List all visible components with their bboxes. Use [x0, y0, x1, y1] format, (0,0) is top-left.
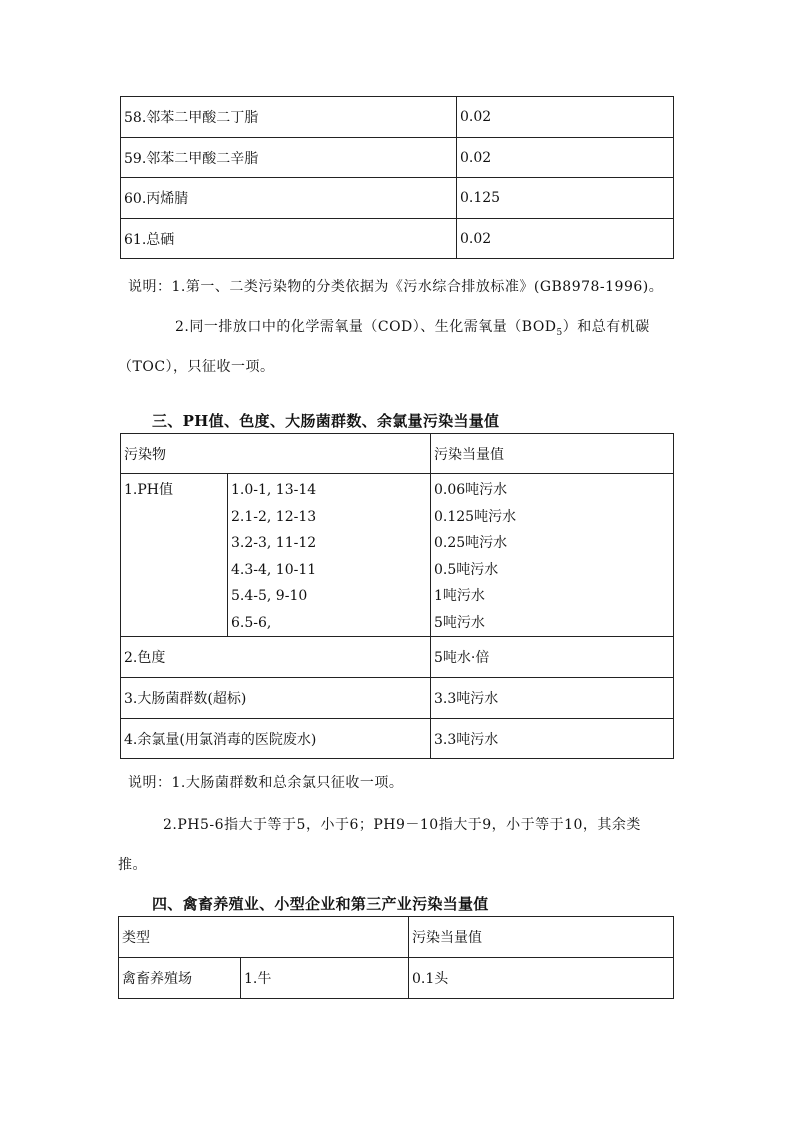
header-value: 污染当量值	[409, 917, 674, 958]
table-row	[121, 637, 674, 678]
table-row	[121, 97, 674, 138]
note2-line1: 说明：1.大肠菌群数和总余氯只征收一项。	[128, 775, 404, 791]
pollutant-value: 3.3吨污水	[431, 678, 674, 719]
pollutant-name: 3.大肠菌群数(超标)	[121, 678, 431, 719]
table-row	[119, 958, 674, 999]
section3-table	[120, 433, 674, 759]
pollutant-table-1	[120, 96, 674, 259]
note1-line2	[175, 316, 650, 338]
item-cell: 1.牛	[241, 958, 409, 999]
table-header-row	[119, 917, 674, 958]
pollutant-value: 0.02	[457, 219, 674, 259]
table-row	[121, 219, 674, 259]
ph-range: 3.2-3, 11-12	[231, 535, 317, 551]
note1-line2-sub: 5	[556, 327, 563, 338]
ph-value: 0.5吨污水	[434, 561, 499, 578]
pollutant-value: 0.125	[457, 178, 674, 219]
ph-value: 5吨污水	[434, 614, 485, 631]
note1-line3: （TOC），只征收一项。	[118, 359, 275, 375]
note2-line2: 2.PH5-6指大于等于5，小于6；PH9－10指大于9，小于等于10，其余类	[163, 817, 641, 833]
ph-value: 0.06吨污水	[434, 482, 508, 498]
header-pollutant: 污染物	[121, 434, 431, 474]
ph-value: 0.125吨污水	[434, 508, 517, 525]
section4-table	[118, 916, 674, 999]
pollutant-value: 0.02	[457, 97, 674, 138]
header-value: 污染当量值	[431, 434, 674, 474]
pollutant-value: 3.3吨污水	[431, 719, 674, 759]
ph-values	[431, 474, 674, 637]
section3-heading: 三、PH值、色度、大肠菌群数、余氯量污染当量值	[152, 412, 500, 430]
table-row	[121, 678, 674, 719]
ph-range: 2.1-2, 12-13	[231, 508, 317, 525]
note2-line3: 推。	[118, 857, 147, 873]
pollutant-name: 58.邻苯二甲酸二丁脂	[121, 97, 457, 138]
pollutant-name: 61.总硒	[121, 219, 457, 259]
ph-value: 1吨污水	[434, 588, 485, 604]
ph-range: 1.0-1, 13-14	[231, 482, 317, 498]
pollutant-value: 0.02	[457, 138, 674, 178]
ph-label	[121, 474, 228, 637]
note1-line1: 说明：1.第一、二类污染物的分类依据为《污水综合排放标准》(GB8978-1996)。	[128, 279, 664, 295]
pollutant-value: 5吨水·倍	[431, 637, 674, 678]
ph-label-text: 1.PH值	[124, 482, 173, 498]
section4-heading: 四、禽畜养殖业、小型企业和第三产业污染当量值	[152, 895, 489, 913]
pollutant-name: 4.余氯量(用氯消毒的医院废水)	[121, 719, 431, 759]
ph-range: 4.3-4, 10-11	[231, 561, 317, 578]
table-header-row	[121, 434, 674, 474]
pollutant-name: 59.邻苯二甲酸二辛脂	[121, 138, 457, 178]
ph-range: 5.4-5, 9-10	[231, 588, 308, 604]
pollutant-name: 2.色度	[121, 637, 431, 678]
pollutant-name: 60.丙烯腈	[121, 178, 457, 219]
note1-line2-post: ）和总有机碳	[562, 319, 650, 335]
ph-range: 6.5-6,	[231, 614, 272, 631]
ph-value: 0.25吨污水	[434, 535, 508, 551]
ph-row	[121, 474, 674, 637]
note1-line2-pre: 2.同一排放口中的化学需氧量（COD）、生化需氧量（BOD	[175, 319, 557, 335]
ph-ranges	[228, 474, 431, 637]
table-row	[121, 138, 674, 178]
category-cell: 禽畜养殖场	[119, 958, 241, 999]
header-type: 类型	[119, 917, 409, 958]
table-row	[121, 719, 674, 759]
table-row	[121, 178, 674, 219]
value-cell: 0.1头	[409, 958, 674, 999]
